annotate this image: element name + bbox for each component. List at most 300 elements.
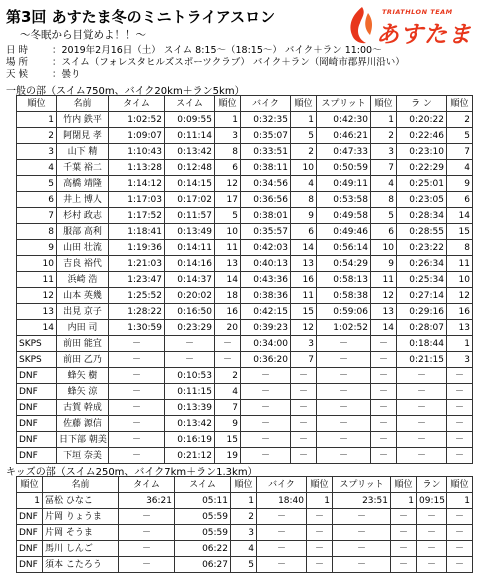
table-cell: － xyxy=(447,541,473,557)
table-cell: 18 xyxy=(215,288,241,304)
column-header: 名前 xyxy=(43,477,119,493)
name-cell: 古賀 幹成 xyxy=(57,400,109,416)
table-cell: 0:47:33 xyxy=(317,144,371,160)
table-cell: 5 xyxy=(371,208,397,224)
table-cell: 5 xyxy=(17,176,57,192)
table-cell: DNF xyxy=(17,448,57,464)
table-row xyxy=(17,557,473,573)
table-cell: 7 xyxy=(17,208,57,224)
table-cell: 1:02:52 xyxy=(317,320,371,336)
table-cell: 7 xyxy=(291,352,317,368)
table-row xyxy=(17,224,473,240)
table-cell: 0:42:03 xyxy=(241,240,291,256)
name-cell: 井上 博人 xyxy=(57,192,109,208)
info-value: ：スイム（フォレスタヒルズスポーツクラブ） バイク＋ラン（岡崎市郡界川沿い） xyxy=(52,57,405,68)
table-cell: － xyxy=(317,416,371,432)
table-cell: 0:09:55 xyxy=(165,112,215,128)
table-cell: 13 xyxy=(447,320,473,336)
info-value: ：曇り xyxy=(52,69,81,80)
page-subtitle: ～冬眠から目覚めよ！！～ xyxy=(20,29,146,41)
table-cell: 6 xyxy=(17,192,57,208)
table-cell: － xyxy=(397,400,447,416)
table-cell: 0:14:15 xyxy=(165,176,215,192)
table-cell: 0:21:15 xyxy=(397,352,447,368)
table-cell: 0:29:16 xyxy=(397,304,447,320)
kids-results-table xyxy=(16,476,473,573)
column-header: 名前 xyxy=(57,96,109,112)
table-cell: 0:14:16 xyxy=(165,256,215,272)
table-cell: － xyxy=(291,416,317,432)
table-cell: － xyxy=(317,432,371,448)
table-cell: － xyxy=(165,352,215,368)
table-row xyxy=(17,256,473,272)
name-cell: 出見 京子 xyxy=(57,304,109,320)
table-cell: 0:39:23 xyxy=(241,320,291,336)
table-cell: － xyxy=(241,432,291,448)
table-cell: 2 xyxy=(17,128,57,144)
table-cell: 4 xyxy=(447,160,473,176)
table-row xyxy=(17,320,473,336)
table-row xyxy=(17,400,473,416)
table-cell: 7 xyxy=(215,400,241,416)
table-cell: 3 xyxy=(215,128,241,144)
team-logo xyxy=(344,3,476,47)
name-cell: 阿閉見 孝 xyxy=(57,128,109,144)
table-cell: 0:23:05 xyxy=(397,192,447,208)
table-cell: － xyxy=(397,432,447,448)
table-cell: 05:59 xyxy=(175,509,231,525)
name-cell: 前田 能宜 xyxy=(57,336,109,352)
info-venue xyxy=(6,57,405,69)
table-cell: 06:27 xyxy=(175,557,231,573)
column-header: スイム xyxy=(165,96,215,112)
name-cell: 杉村 政志 xyxy=(57,208,109,224)
column-header: 順位 xyxy=(291,96,317,112)
table-cell: 1:13:28 xyxy=(109,160,165,176)
table-cell: SKPS xyxy=(17,352,57,368)
table-cell: 0:49:46 xyxy=(317,224,371,240)
table-row xyxy=(17,525,473,541)
table-cell: 2 xyxy=(215,368,241,384)
name-cell: 須本 こたろう xyxy=(43,557,119,573)
table-row xyxy=(17,416,473,432)
general-results-table xyxy=(16,95,473,464)
table-cell: 4 xyxy=(17,160,57,176)
table-row xyxy=(17,509,473,525)
table-cell: 12 xyxy=(17,288,57,304)
table-cell: － xyxy=(371,416,397,432)
table-cell: 12 xyxy=(291,320,317,336)
table-cell: 3 xyxy=(231,525,257,541)
name-cell: 山田 壮流 xyxy=(57,240,109,256)
table-cell: 13 xyxy=(291,256,317,272)
table-cell: 17 xyxy=(215,192,241,208)
table-cell: SKPS xyxy=(17,336,57,352)
table-cell: 4 xyxy=(215,384,241,400)
table-cell: 0:32:35 xyxy=(241,112,291,128)
table-cell: 14 xyxy=(215,272,241,288)
table-cell: 05:11 xyxy=(175,493,231,509)
table-cell: 1 xyxy=(17,112,57,128)
table-cell: 0:58:38 xyxy=(317,288,371,304)
table-cell: － xyxy=(417,509,447,525)
column-header: ラン xyxy=(417,477,447,493)
table-cell: － xyxy=(417,541,447,557)
table-row xyxy=(17,304,473,320)
table-row xyxy=(17,384,473,400)
table-cell: 1 xyxy=(447,336,473,352)
info-value: ：2019年2月16日（土） スイム 8:15～（18:15～） バイク＋ラン 11:00～ xyxy=(52,45,382,56)
name-cell: 竹内 鉄平 xyxy=(57,112,109,128)
table-cell: 8 xyxy=(371,192,397,208)
table-cell: 8 xyxy=(447,240,473,256)
table-cell: － xyxy=(291,400,317,416)
table-cell: 19 xyxy=(215,448,241,464)
table-cell: － xyxy=(241,448,291,464)
table-row xyxy=(17,112,473,128)
table-cell: － xyxy=(307,541,333,557)
table-row xyxy=(17,336,473,352)
table-cell: 0:42:15 xyxy=(241,304,291,320)
table-cell: － xyxy=(317,448,371,464)
table-row xyxy=(17,368,473,384)
table-cell: － xyxy=(447,368,473,384)
info-datetime xyxy=(6,45,382,57)
table-row xyxy=(17,192,473,208)
table-cell: 0:33:51 xyxy=(241,144,291,160)
table-cell: 9 xyxy=(447,176,473,192)
table-cell: 0:17:02 xyxy=(165,192,215,208)
table-row xyxy=(17,448,473,464)
name-cell: 片岡 そうま xyxy=(43,525,119,541)
table-cell: 3 xyxy=(291,336,317,352)
name-cell: 内田 司 xyxy=(57,320,109,336)
table-cell: － xyxy=(291,368,317,384)
table-cell: 0:34:56 xyxy=(241,176,291,192)
table-cell: 11 xyxy=(371,272,397,288)
table-cell: 06:22 xyxy=(175,541,231,557)
table-cell: － xyxy=(241,416,291,432)
name-cell: 蜂矢 涼 xyxy=(57,384,109,400)
name-cell: 前田 乙乃 xyxy=(57,352,109,368)
table-cell: 0:59:06 xyxy=(317,304,371,320)
table-cell: 7 xyxy=(371,160,397,176)
table-row xyxy=(17,288,473,304)
table-cell: 0:20:22 xyxy=(397,112,447,128)
table-cell: DNF xyxy=(17,368,57,384)
table-cell: － xyxy=(291,384,317,400)
table-cell: － xyxy=(371,352,397,368)
table-row xyxy=(17,272,473,288)
table-cell: － xyxy=(447,384,473,400)
table-cell: 5 xyxy=(447,128,473,144)
table-cell: 1 xyxy=(291,112,317,128)
table-cell: 09:15 xyxy=(417,493,447,509)
info-weather xyxy=(6,69,81,81)
logo-team-text: TRIATHLON TEAM xyxy=(382,8,453,16)
table-cell: － xyxy=(333,525,391,541)
table-cell: 0:40:13 xyxy=(241,256,291,272)
name-cell: 浜崎 浩 xyxy=(57,272,109,288)
table-cell: 1:02:52 xyxy=(109,112,165,128)
table-cell: 0:22:46 xyxy=(397,128,447,144)
kids-section-heading: キッズの部（スイム250m、バイク7km＋ラン1.3km） xyxy=(6,467,258,478)
table-row xyxy=(17,176,473,192)
table-row xyxy=(17,541,473,557)
table-cell: － xyxy=(257,541,307,557)
table-cell: 14 xyxy=(17,320,57,336)
table-cell: 13 xyxy=(17,304,57,320)
column-header: 順位 xyxy=(307,477,333,493)
table-cell: 0:28:55 xyxy=(397,224,447,240)
table-cell: 0:49:58 xyxy=(317,208,371,224)
table-cell: － xyxy=(109,432,165,448)
column-header: 順位 xyxy=(447,96,473,112)
table-cell: 1 xyxy=(215,112,241,128)
table-cell: 14 xyxy=(371,320,397,336)
flame-logo-icon xyxy=(344,5,378,45)
table-cell: 11 xyxy=(215,240,241,256)
column-header: タイム xyxy=(119,477,175,493)
table-cell: － xyxy=(317,352,371,368)
table-cell: － xyxy=(317,384,371,400)
table-cell: 4 xyxy=(291,176,317,192)
table-cell: 10 xyxy=(291,160,317,176)
table-cell: DNF xyxy=(17,541,43,557)
table-cell: DNF xyxy=(17,557,43,573)
table-cell: 0:23:29 xyxy=(165,320,215,336)
column-header: 順位 xyxy=(17,96,57,112)
table-cell: 0:38:01 xyxy=(241,208,291,224)
table-cell: 0:28:34 xyxy=(397,208,447,224)
table-cell: － xyxy=(215,336,241,352)
table-cell: － xyxy=(391,509,417,525)
table-cell: 20 xyxy=(215,320,241,336)
table-cell: 15 xyxy=(291,304,317,320)
table-cell: 12 xyxy=(215,176,241,192)
column-header: 順位 xyxy=(391,477,417,493)
table-cell: 5 xyxy=(231,557,257,573)
table-cell: 0:28:07 xyxy=(397,320,447,336)
table-cell: － xyxy=(109,448,165,464)
table-cell: － xyxy=(307,509,333,525)
table-cell: 0:11:14 xyxy=(165,128,215,144)
table-cell: 8 xyxy=(291,192,317,208)
table-cell: 0:13:42 xyxy=(165,416,215,432)
table-cell: － xyxy=(371,448,397,464)
table-row xyxy=(17,144,473,160)
table-cell: － xyxy=(119,525,175,541)
table-cell: 1:23:47 xyxy=(109,272,165,288)
table-cell: 1:18:41 xyxy=(109,224,165,240)
table-cell: － xyxy=(397,368,447,384)
table-cell: 0:23:22 xyxy=(397,240,447,256)
table-cell: 0:53:58 xyxy=(317,192,371,208)
table-cell: － xyxy=(333,509,391,525)
table-cell: 0:14:37 xyxy=(165,272,215,288)
table-cell: 1:21:03 xyxy=(109,256,165,272)
table-cell: 0:22:29 xyxy=(397,160,447,176)
name-cell: 馬川 しんご xyxy=(43,541,119,557)
table-cell: 1:30:59 xyxy=(109,320,165,336)
table-cell: 0:12:48 xyxy=(165,160,215,176)
table-cell: 10 xyxy=(17,256,57,272)
table-cell: DNF xyxy=(17,416,57,432)
name-cell: 日下部 朝美 xyxy=(57,432,109,448)
table-cell: － xyxy=(241,400,291,416)
table-cell: － xyxy=(371,336,397,352)
column-header: スプリット xyxy=(317,96,371,112)
table-cell: 9 xyxy=(215,416,241,432)
table-cell: 2 xyxy=(291,144,317,160)
table-cell: 18:40 xyxy=(257,493,307,509)
table-cell: － xyxy=(447,448,473,464)
table-cell: 16 xyxy=(447,304,473,320)
table-cell: 05:59 xyxy=(175,525,231,541)
table-row xyxy=(17,352,473,368)
general-section-heading: 一般の部（スイム750m、バイク20km＋ラン5km） xyxy=(6,86,245,97)
table-cell: 2 xyxy=(447,112,473,128)
table-cell: 15 xyxy=(447,224,473,240)
table-cell: DNF xyxy=(17,525,43,541)
table-cell: 0:54:29 xyxy=(317,256,371,272)
table-cell: － xyxy=(371,400,397,416)
name-cell: 高橋 靖隆 xyxy=(57,176,109,192)
table-row xyxy=(17,240,473,256)
table-cell: － xyxy=(447,400,473,416)
table-cell: － xyxy=(307,525,333,541)
table-cell: 1:28:22 xyxy=(109,304,165,320)
table-cell: 0:10:53 xyxy=(165,368,215,384)
table-cell: － xyxy=(109,400,165,416)
table-cell: 1:14:12 xyxy=(109,176,165,192)
table-cell: 0:13:39 xyxy=(165,400,215,416)
table-cell: 0:18:44 xyxy=(397,336,447,352)
table-cell: － xyxy=(317,400,371,416)
table-cell: 0:36:20 xyxy=(241,352,291,368)
table-cell: － xyxy=(391,525,417,541)
table-cell: 3 xyxy=(447,352,473,368)
column-header: バイク xyxy=(241,96,291,112)
column-header: タイム xyxy=(109,96,165,112)
column-header: スプリット xyxy=(333,477,391,493)
column-header: バイク xyxy=(257,477,307,493)
logo-name-text: あすたま xyxy=(376,22,472,48)
table-cell: － xyxy=(215,352,241,368)
table-cell: 0:11:15 xyxy=(165,384,215,400)
table-cell: 1:17:03 xyxy=(109,192,165,208)
table-cell: 0:27:14 xyxy=(397,288,447,304)
table-cell: － xyxy=(447,432,473,448)
table-cell: 1:09:07 xyxy=(109,128,165,144)
table-cell: － xyxy=(447,509,473,525)
table-cell: 1:19:36 xyxy=(109,240,165,256)
table-cell: － xyxy=(307,557,333,573)
column-header: スイム xyxy=(175,477,231,493)
name-cell: 冨松 ひなこ xyxy=(43,493,119,509)
table-cell: － xyxy=(371,384,397,400)
table-cell: － xyxy=(257,557,307,573)
table-cell: 0:13:49 xyxy=(165,224,215,240)
table-cell: － xyxy=(109,352,165,368)
table-cell: 2 xyxy=(231,509,257,525)
table-cell: 5 xyxy=(215,208,241,224)
table-cell: 0:36:56 xyxy=(241,192,291,208)
table-cell: 4 xyxy=(371,176,397,192)
table-cell: － xyxy=(317,336,371,352)
table-cell: 0:34:00 xyxy=(241,336,291,352)
table-cell: 9 xyxy=(371,256,397,272)
info-label: 天 候 xyxy=(6,69,29,80)
table-cell: 0:42:30 xyxy=(317,112,371,128)
table-cell: 0:49:11 xyxy=(317,176,371,192)
table-cell: － xyxy=(333,557,391,573)
table-cell: 1 xyxy=(231,493,257,509)
column-header: 順位 xyxy=(231,477,257,493)
table-cell: 36:21 xyxy=(119,493,175,509)
table-cell: 0:25:01 xyxy=(397,176,447,192)
table-cell: － xyxy=(417,557,447,573)
table-cell: 0:38:36 xyxy=(241,288,291,304)
table-cell: 1 xyxy=(447,493,473,509)
table-cell: － xyxy=(397,384,447,400)
table-cell: 12 xyxy=(447,288,473,304)
table-cell: 7 xyxy=(447,144,473,160)
table-cell: － xyxy=(371,368,397,384)
table-row xyxy=(17,160,473,176)
table-cell: 0:13:42 xyxy=(165,144,215,160)
table-cell: 0:56:14 xyxy=(317,240,371,256)
table-cell: 0:43:36 xyxy=(241,272,291,288)
table-cell: 16 xyxy=(215,304,241,320)
table-cell: 15 xyxy=(215,432,241,448)
table-cell: － xyxy=(241,368,291,384)
table-cell: 0:58:13 xyxy=(317,272,371,288)
table-cell: 6 xyxy=(291,224,317,240)
table-cell: 4 xyxy=(231,541,257,557)
info-label: 場 所 xyxy=(6,57,29,68)
table-cell: 1 xyxy=(371,112,397,128)
table-cell: － xyxy=(391,541,417,557)
table-cell: － xyxy=(109,384,165,400)
table-cell: 0:14:11 xyxy=(165,240,215,256)
table-cell: 0:35:07 xyxy=(241,128,291,144)
table-cell: 0:23:10 xyxy=(397,144,447,160)
column-header: 順位 xyxy=(17,477,43,493)
table-cell: 14 xyxy=(447,208,473,224)
table-cell: 0:46:21 xyxy=(317,128,371,144)
table-cell: － xyxy=(397,448,447,464)
column-header: 順位 xyxy=(371,96,397,112)
table-cell: DNF xyxy=(17,400,57,416)
table-cell: 13 xyxy=(215,256,241,272)
table-cell: DNF xyxy=(17,432,57,448)
table-row xyxy=(17,128,473,144)
table-cell: 0:11:57 xyxy=(165,208,215,224)
table-cell: － xyxy=(291,448,317,464)
table-cell: － xyxy=(417,525,447,541)
table-cell: 0:20:02 xyxy=(165,288,215,304)
table-cell: － xyxy=(317,368,371,384)
name-cell: 千葉 裕二 xyxy=(57,160,109,176)
table-cell: 6 xyxy=(215,160,241,176)
table-cell: 8 xyxy=(17,224,57,240)
column-header: ラ ン xyxy=(397,96,447,112)
info-label: 日 時 xyxy=(6,45,29,56)
table-cell: 14 xyxy=(291,240,317,256)
table-cell: 2 xyxy=(371,128,397,144)
table-cell: 0:26:34 xyxy=(397,256,447,272)
